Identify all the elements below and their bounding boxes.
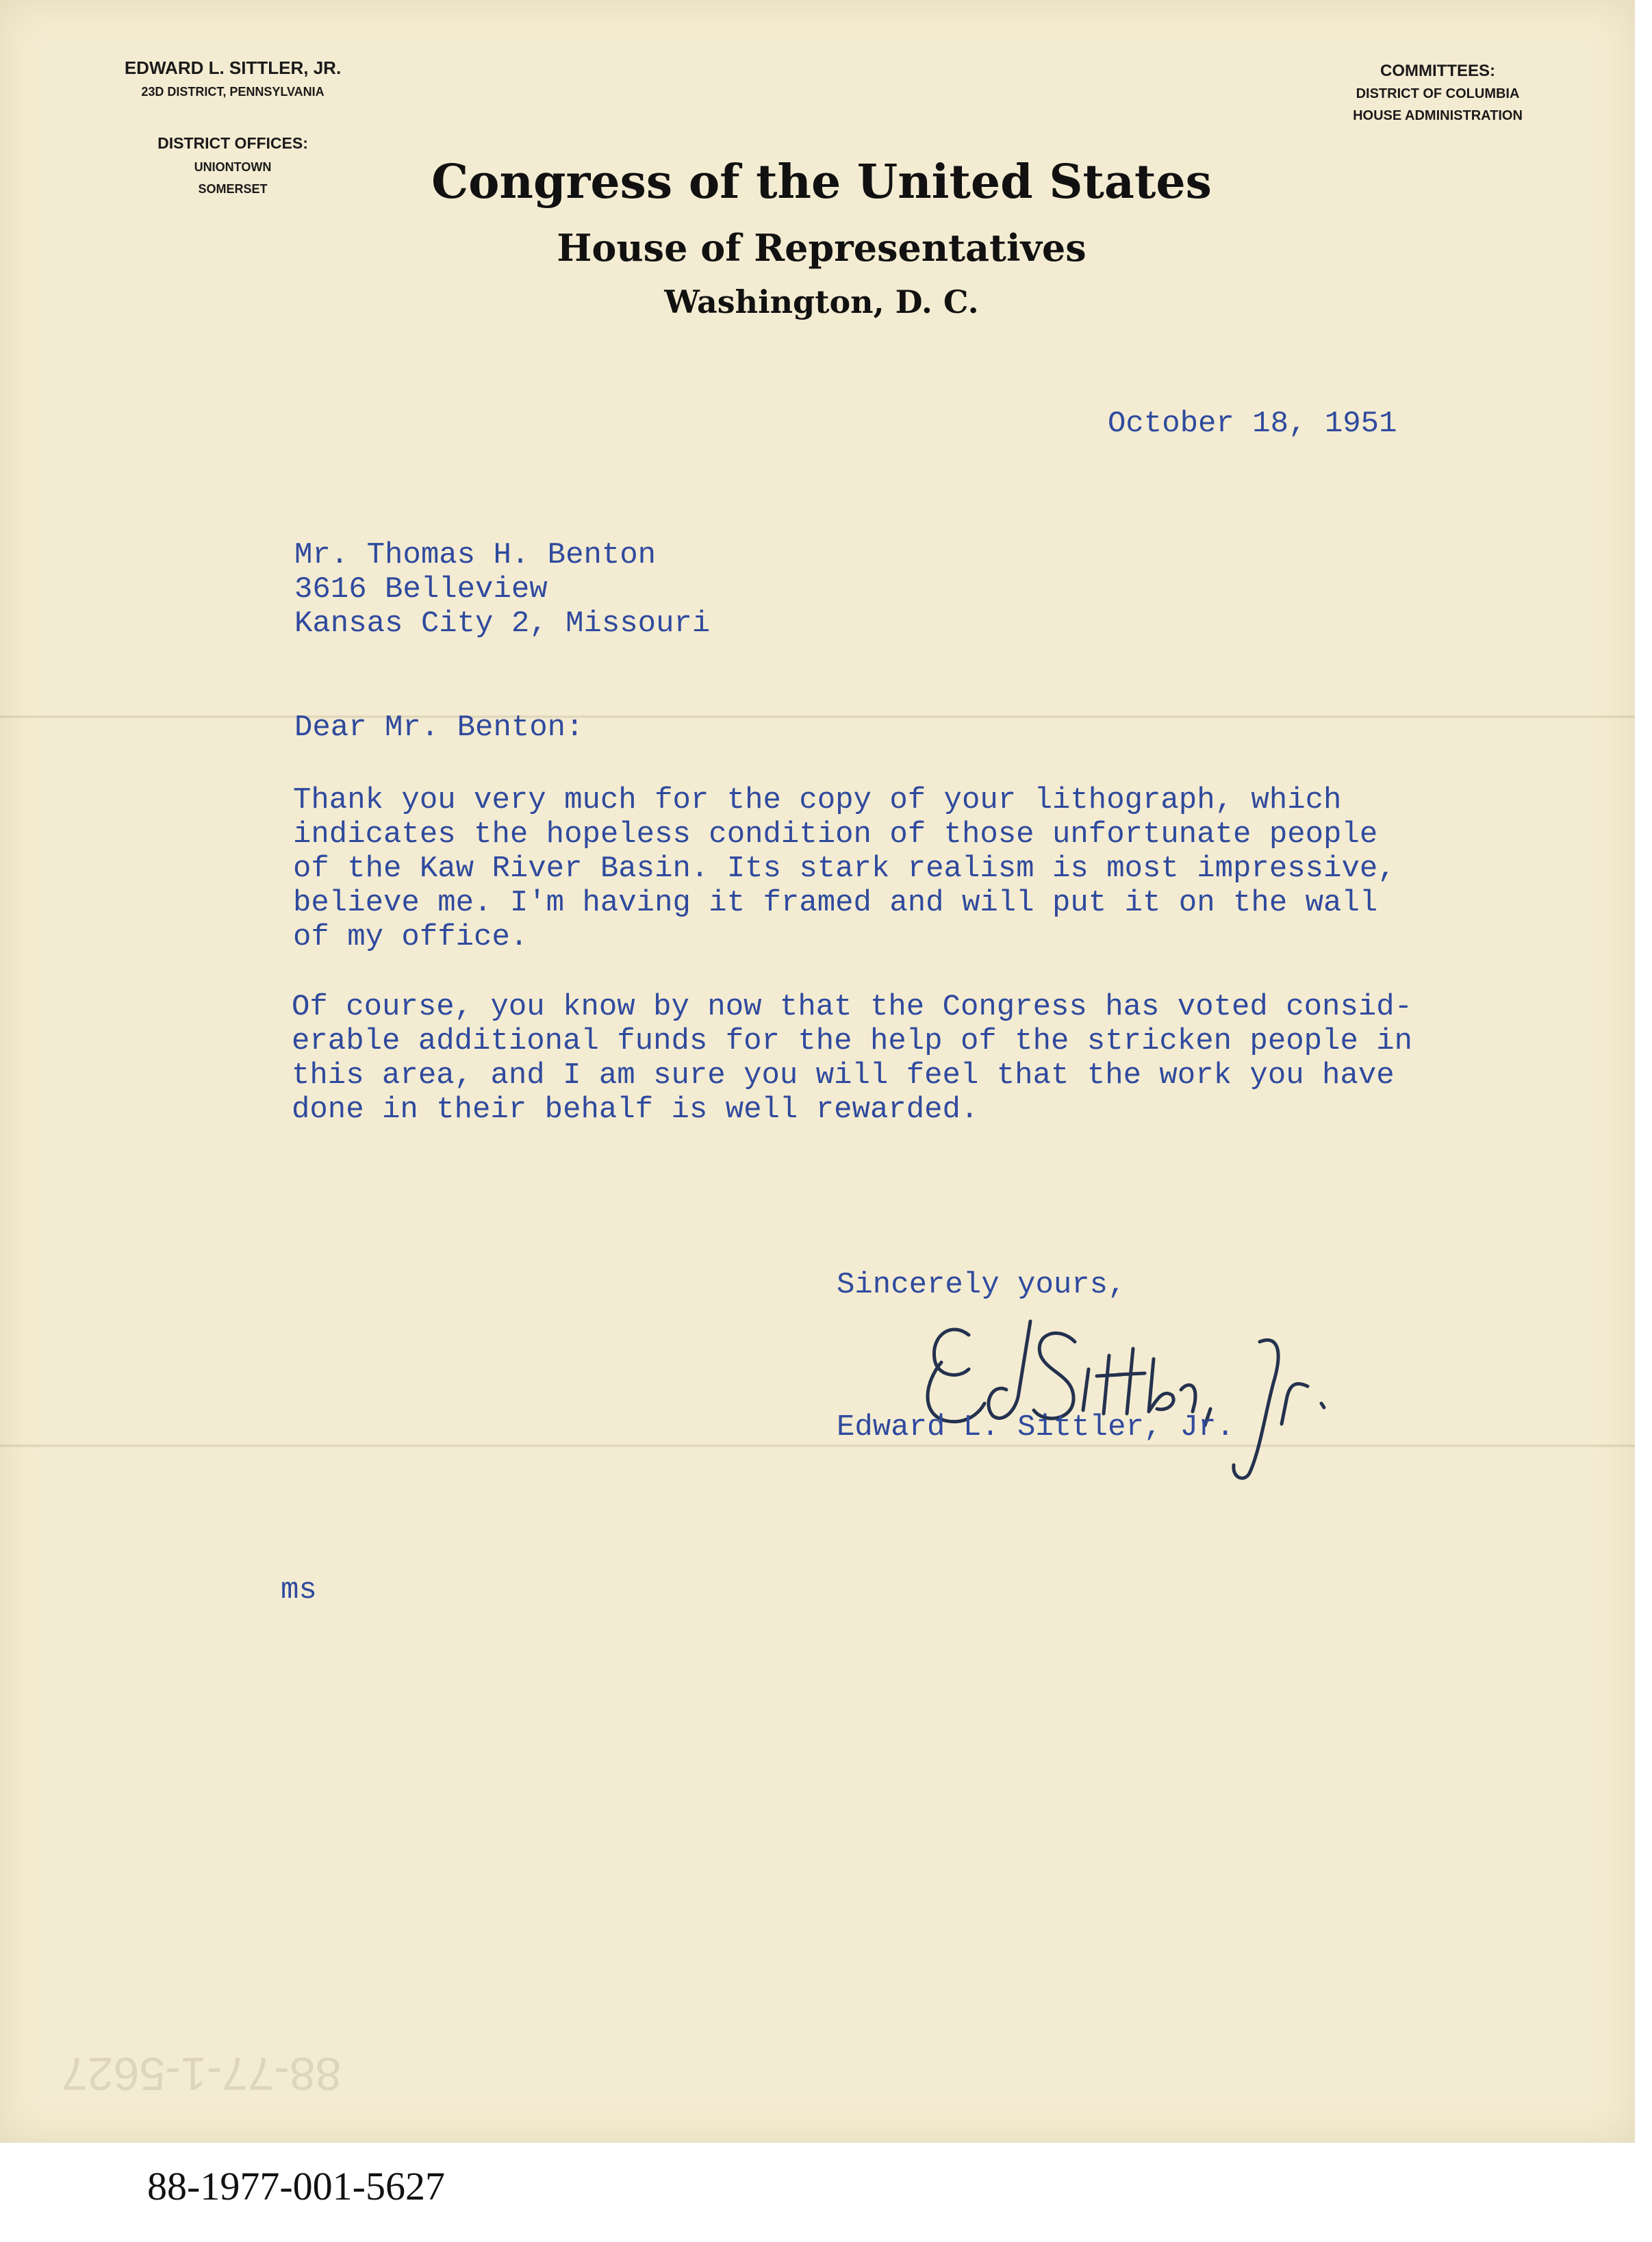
address-line: Kansas City 2, Missouri xyxy=(294,607,711,641)
address-line: 3616 Belleview xyxy=(294,572,548,607)
member-name: EDWARD L. SITTLER, JR. xyxy=(124,58,342,78)
paragraph-line: of the Kaw River Basin. Its stark realism is most impressive, xyxy=(293,852,1396,886)
paragraph-line: erable additional funds for the help of the stricken people in xyxy=(292,1024,1413,1058)
letterhead-location: Washington, D. C. xyxy=(664,283,979,320)
district-office-uniontown: UNIONTOWN xyxy=(194,160,272,174)
handwritten-signature xyxy=(904,1294,1342,1492)
paper-fold xyxy=(0,715,1635,718)
paper-fold xyxy=(0,1444,1635,1447)
paragraph-line: indicates the hopeless condition of those unfortunate people xyxy=(293,817,1378,852)
recipient-address xyxy=(294,538,710,641)
paragraph-line: Thank you very much for the copy of your lithograph, which xyxy=(293,783,1342,817)
paragraph-line: done in their behalf is well rewarded. xyxy=(292,1093,979,1127)
signature-name: Edward L. Sittler, Jr. xyxy=(837,1410,1234,1444)
letterhead-title: Congress of the United States xyxy=(431,155,1212,209)
committee-house-administration: HOUSE ADMINISTRATION xyxy=(1353,108,1523,123)
paragraph-line: this area, and I am sure you will feel that the work you have xyxy=(292,1058,1395,1093)
body-paragraph-2 xyxy=(292,990,1412,1127)
paragraph-line: of my office. xyxy=(293,920,529,954)
letterhead-subtitle: House of Representatives xyxy=(557,226,1086,270)
committees-title: COMMITTEES: xyxy=(1380,62,1495,80)
salutation: Dear Mr. Benton: xyxy=(294,711,584,745)
letter-date: October 18, 1951 xyxy=(1108,407,1397,441)
pencil-archive-number: 88-77-1-5627 xyxy=(62,2048,342,2100)
typist-initials: ms xyxy=(281,1573,317,1607)
catalog-number: 88-1977-001-5627 xyxy=(147,2164,445,2208)
address-line: Mr. Thomas H. Benton xyxy=(294,538,657,572)
body-paragraph-1 xyxy=(293,783,1396,954)
closing: Sincerely yours, xyxy=(837,1268,1126,1302)
district-offices-title: DISTRICT OFFICES: xyxy=(157,134,308,152)
district-office-somerset: SOMERSET xyxy=(198,182,268,196)
committee-district-of-columbia: DISTRICT OF COLUMBIA xyxy=(1356,86,1520,101)
paragraph-line: believe me. I'm having it framed and will put it on the wall xyxy=(293,886,1378,920)
paragraph-line: Of course, you know by now that the Congress has voted consid- xyxy=(292,990,1413,1024)
member-district: 23D DISTRICT, PENNSYLVANIA xyxy=(141,85,325,99)
